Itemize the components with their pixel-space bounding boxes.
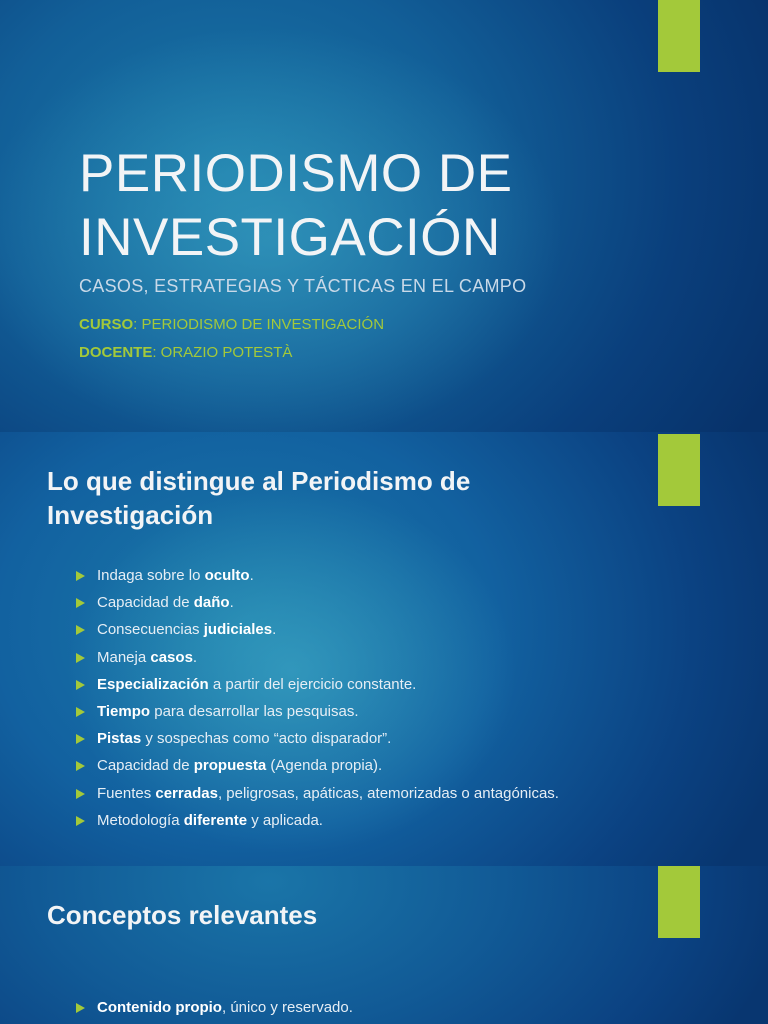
slide-heading [47,464,470,532]
bullet-text-bold: propuesta [193,757,267,775]
bullet-item [76,620,559,647]
bullet-text-bold: oculto [204,567,250,584]
bullet-text-pre: Capacidad de [97,594,194,612]
title-line-1: PERIODISMO DE [79,144,513,203]
bullet-item [76,702,559,729]
bullet-text-pre: Maneja [97,648,151,666]
bullet-text-bold: diferente [183,811,248,829]
slide-concepts [0,866,768,1024]
bullet-text-bold: casos [150,648,193,666]
bullet-text-pre: Consecuencias [97,621,204,639]
slide-distinguishing [0,432,768,866]
bullet-arrow-icon [76,707,85,717]
bullet-arrow-icon [76,653,85,663]
bullet-item [76,593,559,620]
bullet-arrow-icon [76,789,85,799]
bullet-arrow-icon [76,598,85,608]
heading-line-2: Investigación [47,500,214,530]
bullet-arrow-icon [76,816,85,826]
bullet-text-post: y aplicada. [247,811,323,829]
bullet-text-bold: judiciales [203,621,273,639]
teacher-label: DOCENTE [79,344,153,361]
bullet-text-bold: Tiempo [97,702,151,720]
bullet-text-bold: Pistas [97,730,142,748]
bullet-text-post: . [249,567,254,584]
bullet-arrow-icon [76,1003,85,1013]
slide-title [0,0,768,432]
bullet-text-bold: Especialización [97,675,209,693]
teacher-value: : ORAZIO POTESTÀ [152,344,293,361]
accent-bar [658,0,700,72]
bullet-item [76,729,559,756]
bullet-text-pre: Metodología [97,811,184,829]
bullet-list [76,998,353,1024]
bullet-text-post: . [272,621,277,639]
slide-title-heading [79,142,513,270]
bullet-arrow-icon [76,571,85,581]
bullet-text-post: y sospechas como “acto disparador”. [141,730,392,748]
title-line-2: INVESTIGACIÓN [79,208,501,267]
heading-line-1: Lo que distingue al Periodismo de [47,466,471,496]
slide-heading: Conceptos relevantes [47,900,318,930]
bullet-item [76,998,353,1024]
slide-subtitle: CASOS, ESTRATEGIAS Y TÁCTICAS EN EL CAMPO [79,276,527,296]
bullet-text-pre: Indaga sobre lo [97,567,205,584]
course-value: : PERIODISMO DE INVESTIGACIÓN [133,316,385,333]
bullet-arrow-icon [76,625,85,635]
bullet-text-bold: Contenido propio [97,999,222,1016]
bullet-text-post: , único y reservado. [221,999,353,1016]
bullet-list [76,566,559,838]
bullet-text-post: para desarrollar las pesquisas. [150,702,359,720]
bullet-text-post: , peligrosas, apáticas, atemorizadas o antagónicas. [217,784,559,802]
bullet-item [76,648,559,675]
bullet-text-post: a partir del ejercicio constante. [208,675,417,693]
bullet-item [76,811,559,838]
bullet-text-bold: daño [193,594,230,612]
bullet-text-post: . [192,648,198,666]
accent-bar [658,866,700,938]
bullet-text-pre: Capacidad de [97,757,194,775]
bullet-item [76,784,559,811]
accent-bar [658,434,700,506]
course-label: CURSO [79,316,134,333]
bullet-arrow-icon [76,680,85,690]
bullet-text-post: . [229,594,234,612]
course-info [79,316,384,333]
bullet-text-bold: cerradas [155,784,218,802]
bullet-item [76,675,559,702]
teacher-info [79,344,292,361]
bullet-arrow-icon [76,734,85,744]
bullet-item [76,566,559,593]
bullet-arrow-icon [76,761,85,771]
bullet-text-pre: Fuentes [97,784,156,802]
bullet-text-post: (Agenda propia). [266,757,383,775]
bullet-item [76,756,559,783]
